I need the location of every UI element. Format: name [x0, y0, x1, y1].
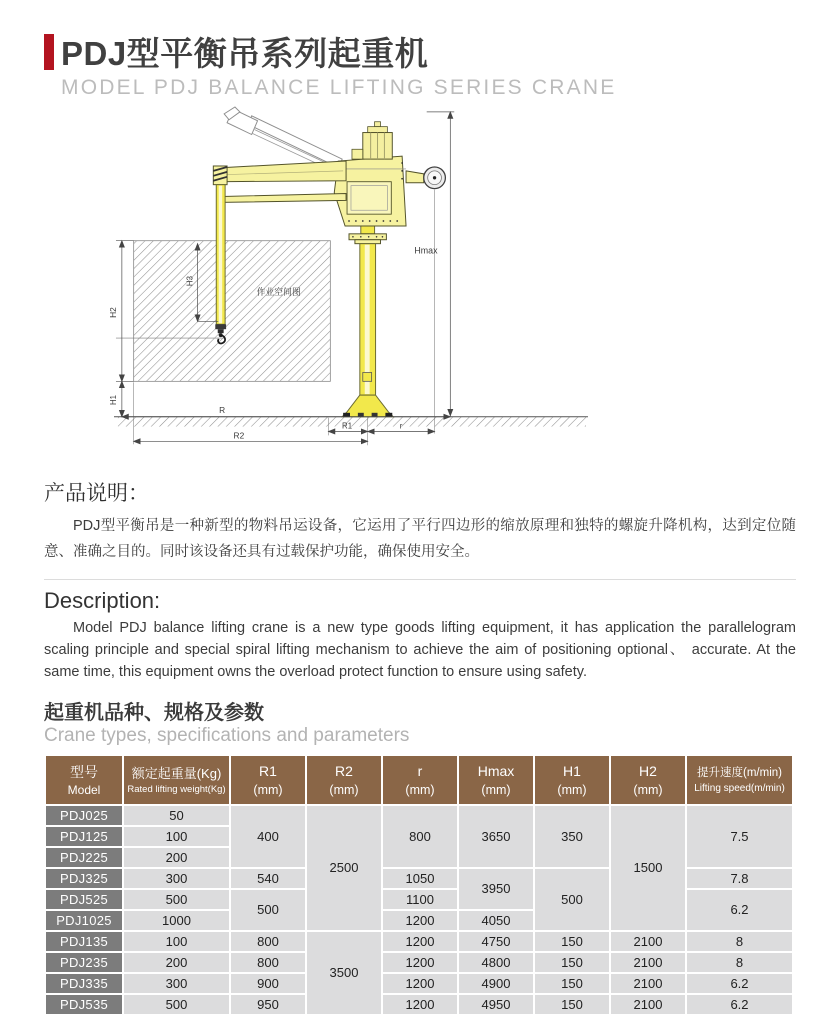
value-cell: 8: [687, 932, 792, 951]
page-subtitle: MODEL PDJ BALANCE LIFTING SERIES CRANE: [61, 76, 617, 99]
value-cell: 4900: [459, 974, 533, 993]
value-cell: 150: [535, 995, 609, 1014]
motor: [352, 122, 392, 159]
dim-label-hmax: Hmax: [414, 245, 438, 256]
value-cell: 800: [231, 932, 305, 951]
balance-wheel: [424, 167, 446, 189]
dim-label-r-total: R: [219, 404, 226, 415]
model-cell: PDJ325: [46, 869, 122, 888]
value-cell: 3950: [459, 869, 533, 909]
model-cell: PDJ335: [46, 974, 122, 993]
model-cell: PDJ235: [46, 953, 122, 972]
value-cell: 3500: [307, 932, 381, 1014]
model-cell: PDJ1025: [46, 911, 122, 930]
value-cell: 540: [231, 869, 305, 888]
dim-label-h2: H2: [107, 307, 118, 318]
table-row: [46, 953, 792, 972]
table-row: [46, 932, 792, 951]
page-header: [44, 28, 796, 100]
value-cell: 2100: [611, 932, 685, 951]
value-cell: 150: [535, 953, 609, 972]
cn-description-body: PDJ型平衡吊是一种新型的物料吊运设备，它运用了平行四边形的缩放原理和独特的螺旋升降机构，达到定位随意、准确之目的。同时该设备还具有过载保护功能，确保使用安全。: [44, 518, 796, 561]
column-header: H2 (mm): [611, 756, 685, 803]
cn-description-section: [44, 477, 796, 565]
dim-label-r-small: r: [399, 421, 403, 431]
column-header: 型号 Model: [46, 756, 122, 803]
value-cell: 2100: [611, 953, 685, 972]
value-cell: 500: [535, 869, 609, 930]
value-cell: 1200: [383, 911, 457, 930]
value-cell: 950: [231, 995, 305, 1014]
value-cell: 50: [124, 806, 229, 825]
value-cell: 400: [231, 806, 305, 867]
value-cell: 300: [124, 974, 229, 993]
value-cell: 900: [231, 974, 305, 993]
dim-label-r1: R1: [342, 421, 353, 431]
column-header: r (mm): [383, 756, 457, 803]
value-cell: 200: [124, 953, 229, 972]
en-description-section: [44, 588, 796, 683]
value-cell: 1500: [611, 806, 685, 930]
value-cell: 8: [687, 953, 792, 972]
value-cell: 1200: [383, 974, 457, 993]
dim-label-h3: H3: [185, 276, 195, 287]
value-cell: 100: [124, 827, 229, 846]
value-cell: 1200: [383, 953, 457, 972]
value-cell: 500: [231, 890, 305, 930]
value-cell: 500: [124, 890, 229, 909]
value-cell: 150: [535, 932, 609, 951]
value-cell: 4800: [459, 953, 533, 972]
value-cell: 800: [383, 806, 457, 867]
value-cell: 2500: [307, 806, 381, 930]
column-header: R1 (mm): [231, 756, 305, 803]
table-heading-en: Crane types, specifications and parameters: [44, 725, 410, 747]
spec-table: [44, 754, 794, 1015]
header-row: [46, 756, 792, 803]
value-cell: 200: [124, 848, 229, 867]
value-cell: 300: [124, 869, 229, 888]
value-cell: 6.2: [687, 995, 792, 1014]
table-row: [46, 806, 792, 825]
value-cell: 4750: [459, 932, 533, 951]
value-cell: 1000: [124, 911, 229, 930]
value-cell: 7.5: [687, 806, 792, 867]
value-cell: 6.2: [687, 890, 792, 930]
value-cell: 4950: [459, 995, 533, 1014]
dim-label-h1: H1: [108, 394, 118, 406]
column-header: Hmax (mm): [459, 756, 533, 803]
value-cell: 500: [124, 995, 229, 1014]
column-header: H1 (mm): [535, 756, 609, 803]
value-cell: 2100: [611, 974, 685, 993]
value-cell: 1050: [383, 869, 457, 888]
column-header: 提升速度(m/min) Lifting speed(m/min): [687, 756, 792, 803]
value-cell: 7.8: [687, 869, 792, 888]
value-cell: 1100: [383, 890, 457, 909]
value-cell: 6.2: [687, 974, 792, 993]
value-cell: 2100: [611, 995, 685, 1014]
page-title: PDJ型平衡吊系列起重机: [61, 35, 429, 72]
model-cell: PDJ535: [46, 995, 122, 1014]
title-accent-bar: [44, 34, 54, 70]
model-cell: PDJ225: [46, 848, 122, 867]
dim-label-r2: R2: [233, 430, 245, 441]
value-cell: 1200: [383, 932, 457, 951]
value-cell: 4050: [459, 911, 533, 930]
work-area-hatch: [134, 241, 331, 382]
model-cell: PDJ525: [46, 890, 122, 909]
value-cell: 350: [535, 806, 609, 867]
value-cell: 800: [231, 953, 305, 972]
column-header: 额定起重量(Kg) Rated lifting weight(Kg): [124, 756, 229, 803]
table-heading-cn: 起重机品种、规格及参数: [44, 702, 264, 725]
crane-diagram-svg: [100, 106, 600, 460]
crane-diagram: [100, 106, 796, 465]
value-cell: 150: [535, 974, 609, 993]
table-row: [46, 995, 792, 1014]
section-divider: [44, 579, 796, 580]
value-cell: 1200: [383, 995, 457, 1014]
table-row: [46, 974, 792, 993]
spec-table-section: [44, 696, 796, 1015]
value-cell: 100: [124, 932, 229, 951]
en-description-body: Model PDJ balance lifting crane is a new type goods lifting equipment, it has application the parallelogram scaling principle and special spiral lifting mechanism to achieve the aim of positioning optional、 accurate. At the same time, this equipment owns the overload protect function to ensure using safety.: [44, 620, 796, 680]
model-cell: PDJ125: [46, 827, 122, 846]
work-area-label: 作业空间图: [256, 286, 301, 297]
column-header: R2 (mm): [307, 756, 381, 803]
model-cell: PDJ025: [46, 806, 122, 825]
crane-column: [342, 226, 393, 417]
value-cell: 3650: [459, 806, 533, 867]
model-cell: PDJ135: [46, 932, 122, 951]
en-description-heading: Description:: [44, 588, 161, 614]
cn-description-heading: 产品说明：: [44, 482, 149, 505]
